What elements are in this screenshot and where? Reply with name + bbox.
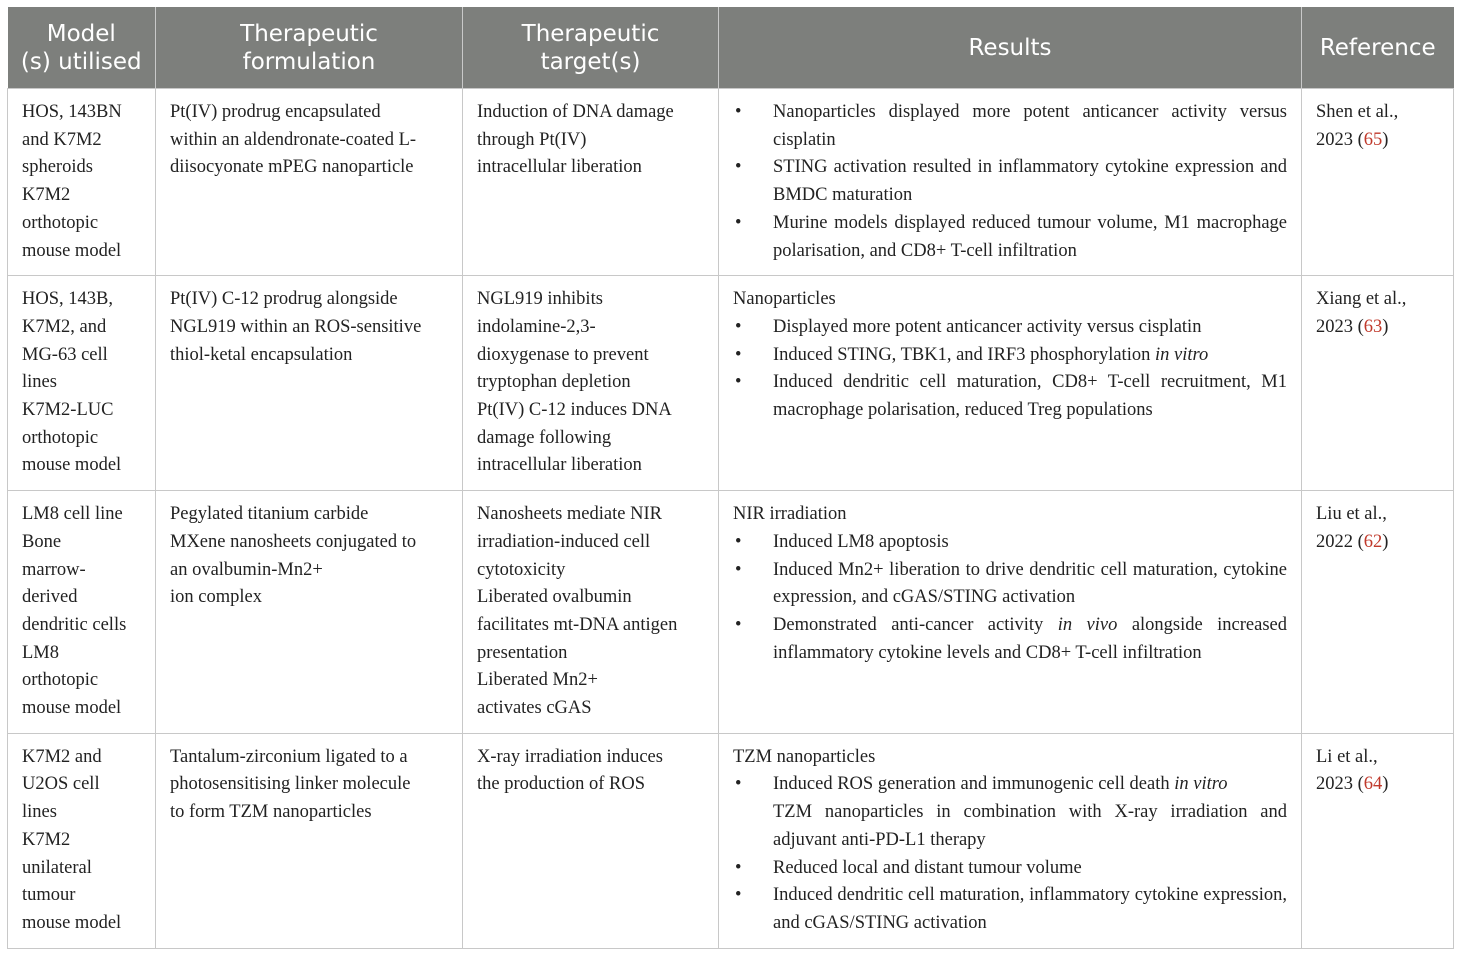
formulation-line: Pt(IV) C-12 prodrug alongside (170, 289, 398, 310)
result-item (733, 99, 1287, 154)
model-line: mouse model (22, 455, 122, 476)
reference-year: 2023 (1316, 774, 1353, 795)
table-row (8, 733, 1454, 948)
reference-year-line (1316, 771, 1439, 799)
result-text: Induced LM8 apoptosis (773, 531, 949, 552)
target-line: dioxygenase to prevent (477, 344, 649, 365)
reference-authors: Shen et al., (1316, 102, 1399, 122)
reference-year: 2023 (1316, 316, 1353, 337)
model-line: mouse model (22, 912, 122, 933)
result-item (733, 799, 1287, 854)
results-list (733, 314, 1287, 425)
model-cell (8, 491, 156, 734)
model-line: orthotopic (22, 212, 99, 233)
reference-year-line (1316, 314, 1439, 342)
target-line: indolamine-2,3- (477, 316, 596, 337)
formulation-cell (156, 276, 463, 491)
formulation-line: thiol-ketal encapsulation (170, 344, 353, 365)
reference-paren: ) (1382, 316, 1389, 337)
result-item (733, 369, 1287, 424)
results-cell (719, 276, 1302, 491)
target-line: tryptophan depletion (477, 372, 631, 393)
reference-year: 2023 (1316, 129, 1353, 150)
reference-paren: ) (1382, 129, 1389, 150)
result-item (733, 882, 1287, 937)
formulation-line: diisocyonate mPEG nanoparticle (170, 157, 414, 178)
result-item (733, 314, 1287, 342)
result-item (733, 855, 1287, 883)
formulation-line: Pt(IV) prodrug encapsulated (170, 102, 381, 122)
results-cell (719, 491, 1302, 734)
reference-year: 2022 (1316, 531, 1353, 552)
result-item (733, 612, 1287, 667)
reference-paren: ( (1353, 316, 1364, 337)
header-line: formulation (242, 48, 376, 75)
model-line: U2OS cell (22, 774, 100, 795)
reference-paren: ) (1382, 531, 1389, 552)
header-reference (1302, 7, 1454, 89)
model-line: K7M2 and (22, 746, 102, 767)
target-line: facilitates mt-DNA antigen (477, 614, 678, 635)
result-emphasis: in vivo (1057, 614, 1118, 635)
header-target (463, 7, 719, 89)
result-item (733, 154, 1287, 209)
model-line: mouse model (22, 698, 122, 719)
result-text: Demonstrated anti-cancer activity (773, 614, 1058, 635)
header-line: Model (46, 20, 116, 47)
model-line: mouse model (22, 240, 122, 261)
result-text: Induced dendritic cell maturation, inflammatory cytokine expression, and cGAS/STING activation (773, 885, 1287, 933)
header-results (719, 7, 1302, 89)
target-line: intracellular liberation (477, 157, 642, 178)
model-cell (8, 89, 156, 276)
formulation-line: MXene nanosheets conjugated to (170, 531, 417, 552)
results-list (733, 771, 1287, 937)
formulation-cell (156, 89, 463, 276)
reference-cell (1302, 733, 1454, 948)
result-text: Murine models displayed reduced tumour volume, M1 macrophage polarisation, and CD8+ T-cell infiltration (773, 212, 1287, 261)
reference-number: 63 (1363, 316, 1383, 337)
reference-cell (1302, 491, 1454, 734)
model-line: MG-63 cell (22, 344, 108, 365)
results-cell (719, 89, 1302, 276)
model-line: spheroids (22, 157, 93, 178)
target-line: activates cGAS (477, 698, 592, 719)
model-line: lines (22, 372, 57, 393)
target-line: NGL919 inhibits (477, 289, 603, 310)
reference-paren: ( (1353, 129, 1364, 150)
results-intro: TZM nanoparticles (733, 746, 876, 767)
table-row (8, 276, 1454, 491)
target-line: the production of ROS (477, 774, 646, 795)
model-line: K7M2-LUC (22, 400, 114, 421)
formulation-line: to form TZM nanoparticles (170, 802, 372, 823)
header-models (8, 7, 156, 89)
model-line: orthotopic (22, 670, 99, 691)
result-text: STING activation resulted in inflammatory cytokine expression and BMDC maturation (773, 157, 1287, 206)
result-text: Nanoparticles displayed more potent anticancer activity versus cisplatin (773, 102, 1287, 150)
model-line: LM8 cell line (22, 504, 123, 525)
model-line: K7M2 (22, 829, 71, 850)
target-line: Pt(IV) C-12 induces DNA (477, 400, 672, 421)
reference-paren: ) (1382, 774, 1389, 795)
formulation-line: an ovalbumin-Mn2+ (170, 559, 323, 580)
target-cell (463, 276, 719, 491)
results-intro: NIR irradiation (733, 504, 847, 525)
header-line: (s) utilised (20, 48, 142, 75)
model-line: K7M2, and (22, 316, 107, 337)
result-emphasis: in vitro (1174, 774, 1228, 795)
target-line: damage following (477, 427, 612, 448)
model-line: HOS, 143B, (22, 289, 113, 310)
reference-cell (1302, 89, 1454, 276)
model-line: lines (22, 802, 57, 823)
reference-paren: ( (1353, 531, 1364, 552)
model-line: tumour (22, 885, 76, 906)
therapeutics-table (7, 7, 1454, 949)
result-emphasis: in vitro (1154, 344, 1209, 365)
results-intro: Nanoparticles (733, 289, 836, 310)
model-line: Bone (22, 531, 62, 552)
formulation-line: NGL919 within an ROS-sensitive (170, 316, 422, 337)
result-text: Induced ROS generation and immunogenic cell death (773, 774, 1175, 795)
result-text: Induced Mn2+ liberation to drive dendritic cell maturation, cytokine expression, and cGAS/STING activation (773, 559, 1287, 608)
result-text: Induced dendritic cell maturation, CD8+ T-cell recruitment, M1 macrophage polarisation, reduced Treg populations (773, 372, 1287, 421)
header-line: Results (968, 34, 1052, 61)
header-line: target(s) (540, 48, 641, 75)
model-line: dendritic cells (22, 614, 127, 635)
reference-number: 62 (1363, 531, 1383, 552)
header-line: Reference (1319, 34, 1436, 61)
result-text: Displayed more potent anticancer activity versus cisplatin (773, 316, 1202, 337)
model-cell (8, 733, 156, 948)
table-row (8, 491, 1454, 734)
target-line: through Pt(IV) (477, 129, 587, 150)
target-line: X-ray irradiation induces (477, 746, 663, 767)
target-line: Nanosheets mediate NIR (477, 504, 662, 525)
model-line: K7M2 (22, 185, 71, 206)
results-list (733, 99, 1287, 265)
result-item (733, 771, 1287, 799)
results-cell (719, 733, 1302, 948)
formulation-cell (156, 733, 463, 948)
target-line: Liberated Mn2+ (477, 670, 598, 691)
result-item (733, 210, 1287, 265)
target-line: cytotoxicity (477, 559, 566, 580)
reference-year-line (1316, 127, 1439, 155)
formulation-cell (156, 491, 463, 734)
reference-number: 64 (1363, 774, 1383, 795)
model-cell (8, 276, 156, 491)
header-row (8, 7, 1454, 89)
result-item (733, 557, 1287, 612)
reference-authors: Xiang et al., (1316, 289, 1407, 310)
results-list (733, 529, 1287, 668)
formulation-line: Pegylated titanium carbide (170, 504, 369, 525)
result-text: Reduced local and distant tumour volume (773, 857, 1082, 878)
target-line: Induction of DNA damage (477, 102, 674, 122)
reference-cell (1302, 276, 1454, 491)
target-line: irradiation-induced cell (477, 531, 651, 552)
result-text: TZM nanoparticles in combination with X-ray irradiation and adjuvant anti-PD-L1 therapy (773, 802, 1287, 850)
target-cell (463, 89, 719, 276)
reference-year-line (1316, 529, 1439, 557)
model-line: marrow- (22, 559, 86, 580)
model-line: HOS, 143BN (22, 102, 122, 122)
header-formulation (156, 7, 463, 89)
reference-authors: Liu et al., (1316, 504, 1387, 525)
formulation-line: ion complex (170, 587, 262, 608)
table-row (8, 89, 1454, 276)
model-line: orthotopic (22, 427, 99, 448)
header-line: Therapeutic (240, 20, 378, 47)
target-line: Liberated ovalbumin (477, 587, 632, 608)
model-line: unilateral (22, 857, 92, 878)
model-line: LM8 (22, 642, 59, 663)
reference-paren: ( (1353, 774, 1364, 795)
target-line: intracellular liberation (477, 455, 642, 476)
result-item (733, 342, 1287, 370)
reference-authors: Li et al., (1316, 746, 1378, 767)
model-line: and K7M2 (22, 129, 102, 150)
result-item (733, 529, 1287, 557)
formulation-line: photosensitising linker molecule (170, 774, 411, 795)
reference-number: 65 (1363, 129, 1383, 150)
header-line: Therapeutic (521, 20, 660, 47)
model-line: derived (22, 587, 78, 608)
table-body (8, 89, 1454, 949)
result-text: Induced STING, TBK1, and IRF3 phosphorylation (773, 344, 1155, 365)
target-cell (463, 733, 719, 948)
target-line: presentation (477, 642, 568, 663)
formulation-line: Tantalum-zirconium ligated to a (170, 746, 408, 767)
target-cell (463, 491, 719, 734)
formulation-line: within an aldendronate-coated L- (170, 129, 417, 150)
result-text-after: alongside increased inflammatory cytokine levels and CD8+ T-cell infiltration (773, 614, 1287, 663)
